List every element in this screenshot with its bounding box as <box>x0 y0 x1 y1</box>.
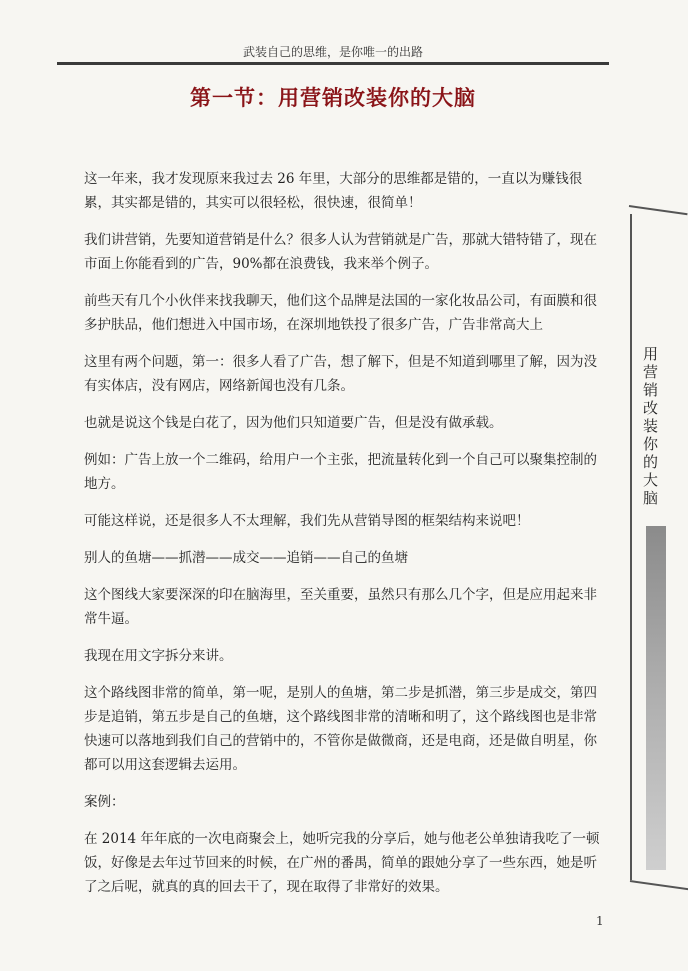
section-title: 第一节：用营销改装你的大脑 <box>190 86 476 110</box>
side-tab-gradient-bar <box>646 526 666 870</box>
paragraph: 这里有两个问题，第一：很多人看了广告，想了解下，但是不知道到哪里了解，因为没有实体店，没有网店，网络新闻也没有几条。 <box>84 354 597 394</box>
marketing-flow-line: 别人的鱼塘——抓潜——成交——追销——自己的鱼塘 <box>84 550 408 566</box>
paragraph: 可能这样说，还是很多人不太理解，我们先从营销导图的框架结构来说吧！ <box>84 513 530 529</box>
page-number: 1 <box>596 914 604 928</box>
paragraph: 我现在用文字拆分来讲。 <box>84 648 233 664</box>
paragraph: 在 2014 年年底的一次电商聚会上，她听完我的分享后，她与他老公单独请我吃了一顿饭，好像是去年过节回来的时候，在广州的番禺，简单的跟她分享了一些东西，她是听了之后呢，就真的真的回去干了，现在取得了非常好的效果。 <box>84 831 600 895</box>
paragraph: 我们讲营销，先要知道营销是什么？很多人认为营销就是广告，那就大错特错了，现在市面上你能看到的广告，90%都在浪费钱，我来举个例子。 <box>84 232 597 272</box>
side-tab-top-rule <box>629 205 688 215</box>
paragraph: 这一年来，我才发现原来我过去 26 年里，大部分的思维都是错的，一直以为赚钱很累，其实都是错的，其实可以很轻松，很快速，很简单！ <box>84 171 583 211</box>
body-text <box>84 167 606 912</box>
paragraph: 例如：广告上放一个二维码，给用户一个主张，把流量转化到一个自己可以聚集控制的地方。 <box>84 452 597 492</box>
header-rule <box>57 62 609 65</box>
side-tab-bottom-rule <box>630 880 688 890</box>
paragraph: 也就是说这个钱是白花了，因为他们只知道要广告，但是没有做承载。 <box>84 415 503 431</box>
side-tab-title: 用营销改装你的大脑 <box>643 345 659 507</box>
case-label: 案例： <box>84 794 125 810</box>
paragraph: 这个图线大家要深深的印在脑海里，至关重要，虽然只有那么几个字，但是应用起来非常牛逼。 <box>84 587 597 627</box>
running-head: 武装自己的思维，是你唯一的出路 <box>242 45 423 59</box>
paragraph: 前些天有几个小伙伴来找我聊天，他们这个品牌是法国的一家化妆品公司，有面膜和很多护肤品，他们想进入中国市场，在深圳地铁投了很多广告，广告非常高大上 <box>84 293 597 333</box>
side-tab-vertical-rule <box>630 214 632 880</box>
paragraph: 这个路线图非常的简单，第一呢，是别人的鱼塘，第二步是抓潜，第三步是成交，第四步是追销，第五步是自己的鱼塘，这个路线图非常的清晰和明了，这个路线图也是非常快速可以落地到我们自己的营销中的，不管你是做微商，还是电商，还是做自明星，你都可以用这套逻辑去运用。 <box>84 685 597 773</box>
